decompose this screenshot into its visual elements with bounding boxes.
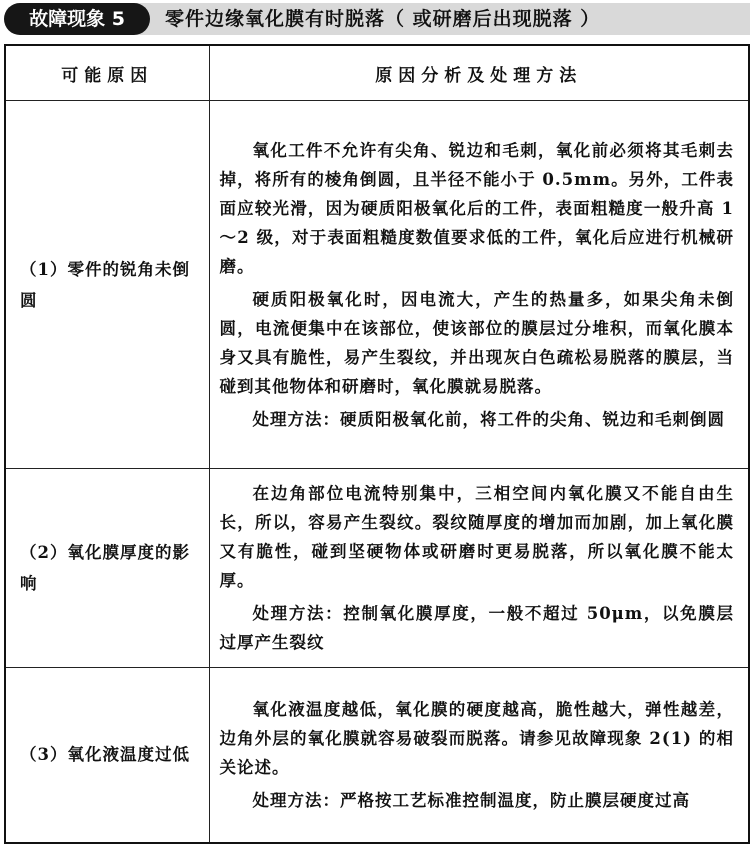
page-title: 零件边缘氧化膜有时脱落（ 或研磨后出现脱落 ） [165,8,601,30]
method-label: 处理方法： [252,604,344,623]
cause-cell: （2）氧化膜厚度的影响 [5,469,209,668]
method-label: 处理方法： [252,409,340,429]
analysis-paragraph: 在边角部位电流特别集中，三相空间内氧化膜又不能自由生长，所以，容易产生裂纹。裂纹随厚度的增加而加剧，加上氧化膜又有脆性，碰到坚硬物体或研磨时更易脱落，所以氧化膜不能太厚。 [219,484,734,590]
method-text: 严格按工艺标准控制温度，防止膜层硬度过高 [340,790,690,810]
analysis-cell [209,101,749,469]
cause-cell: （1）零件的锐角未倒圆 [5,101,209,469]
fault-table [4,44,750,844]
method-paragraph [220,786,735,815]
method-paragraph [220,405,735,434]
fault-badge: 故障现象 5 [4,3,150,35]
table-row [5,101,749,469]
table-row [5,668,749,843]
method-label: 处理方法： [252,790,340,810]
analysis-paragraph: 硬质阳极氧化时，因电流大，产生的热量多，如果尖角未倒圆，电流便集中在该部位，使该部位的膜层过分堆积，而氧化膜本身又具有脆性，易产生裂纹，并出现灰白色疏松易脱落的膜层，当碰到其他物体和研磨时，氧化膜就易脱落。 [219,289,734,396]
column-header-analysis: 原因分析及处理方法 [209,45,749,101]
analysis-paragraph: 氧化工件不允许有尖角、锐边和毛刺，氧化前必须将其毛刺去掉，将所有的棱角倒圆，且半径不能小于 0.5mm。另外，工件表面应较光滑，因为硬质阳极氧化后的工件，表面粗糙度一般升高 1～2 级，对于表面粗糙度数值要求低的工件，氧化后应进行机械研磨。 [219,140,734,276]
cause-cell: （3）氧化液温度过低 [5,668,209,843]
method-text: 硬质阳极氧化前，将工件的尖角、锐边和毛刺倒圆 [340,409,725,429]
analysis-cell [209,469,749,668]
analysis-cell [209,668,749,843]
method-text: 控制氧化膜厚度，一般不超过 50μm，以免膜层过厚产生裂纹 [219,604,734,652]
column-header-cause: 可能原因 [5,45,209,101]
analysis-paragraph: 氧化液温度越低，氧化膜的硬度越高，脆性越大，弹性越差，边角外层的氧化膜就容易破裂而脱落。请参见故障现象 2(1) 的相关论述。 [219,699,734,777]
table-header-row [5,45,749,101]
method-paragraph [220,599,735,657]
table-row [5,469,749,668]
